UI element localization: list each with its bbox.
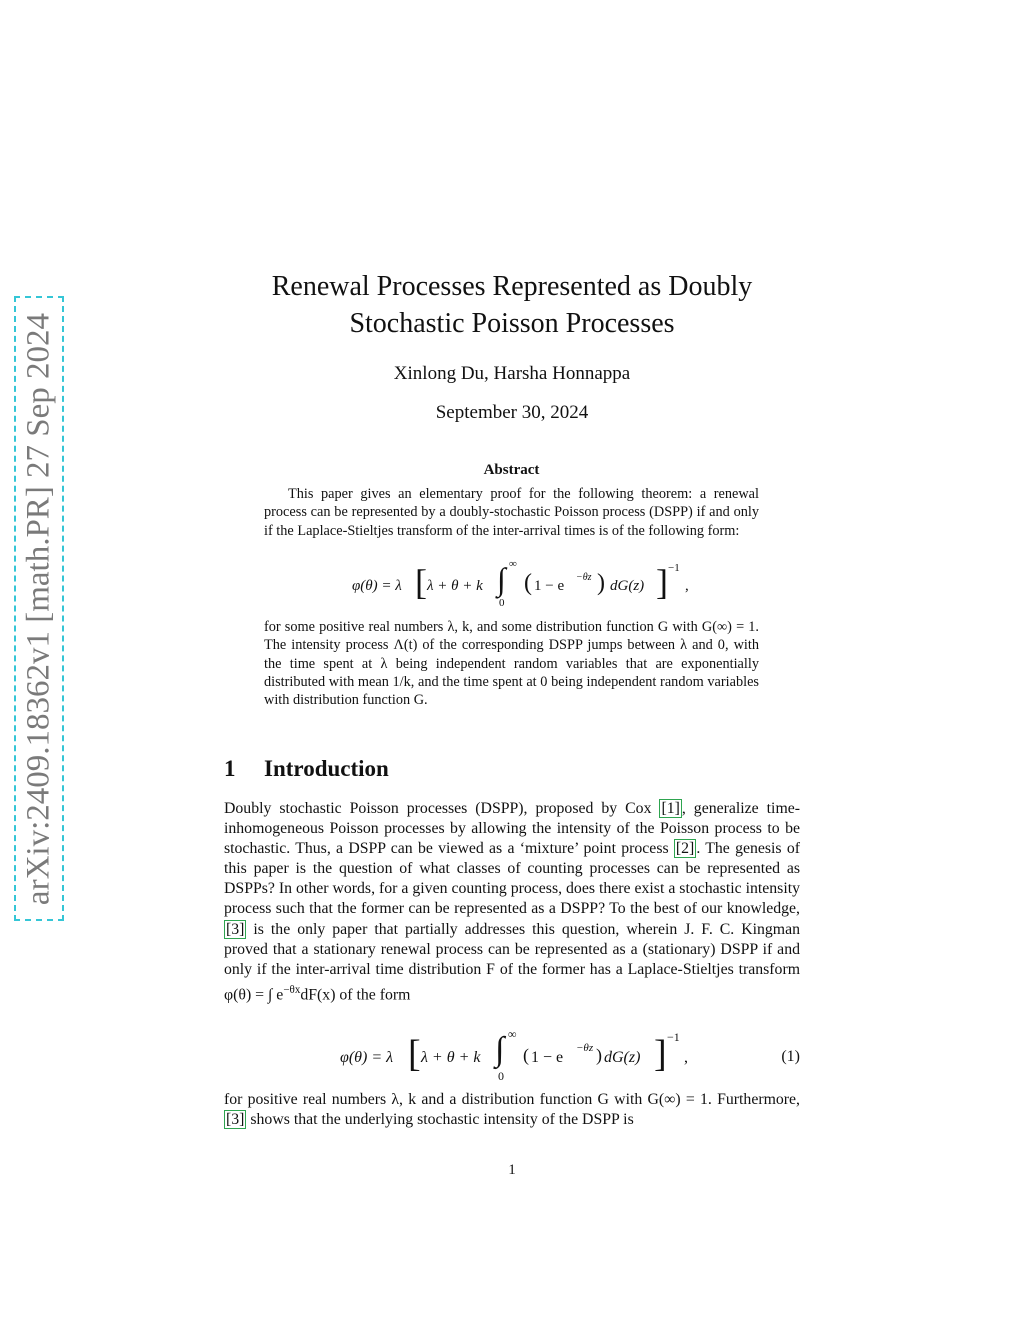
eq1-left-paren: (	[523, 1045, 529, 1065]
equation-1	[340, 1027, 700, 1087]
date: September 30, 2024	[435, 402, 589, 423]
eq1-int-lower: 0	[498, 1069, 504, 1083]
eq1-paren-body: 1 − e	[531, 1049, 564, 1066]
intro-text-b: , generalize time-inhomogeneous Poisson processes by allowing the intensity of the Poisson process to be stochastic. Thus, a DSPP can be viewed as a ‘mixture’ point process	[224, 800, 800, 858]
citation-link-1[interactable]: [1]	[661, 800, 680, 817]
title-line-1: Renewal Processes Represented as Doubly	[271, 271, 753, 302]
formula-integral-sign: ∫	[497, 561, 506, 597]
eq1-lhs: φ(θ) = λ	[340, 1049, 394, 1066]
section-heading	[224, 756, 389, 782]
abstract-heading: Abstract	[483, 462, 540, 478]
abstract-paragraph-2: for some positive real numbers λ, k, and some distribution function G with G(∞) = 1. The intensity process Λ(t) of the corresponding DSPP jumps between λ and 0, with the time spent at λ being independent random variables that are exponentially distributed with mean 1/k, and the time spent at 0 being independent random variables with distribution function G.	[264, 619, 759, 709]
intro-text-e: dF(x) of the form	[300, 986, 411, 1004]
page-number: 1	[508, 1162, 516, 1178]
formula-exp: −θz	[576, 572, 592, 583]
formula-right-paren: )	[597, 570, 605, 596]
abstract-formula	[352, 558, 692, 612]
arxiv-id: arXiv:2409.18362v1 [math.PR] 27 Sep 2024	[20, 312, 57, 905]
intro-text-a: Doubly stochastic Poisson processes (DSPP), proposed by Cox	[224, 800, 660, 817]
eq1-measure: dG(z)	[604, 1049, 641, 1066]
citation-link-2[interactable]: [2]	[675, 840, 695, 858]
post-equation-paragraph	[224, 1090, 800, 1130]
formula-int-lower: 0	[499, 597, 505, 609]
post-eq-text-a: for positive real numbers λ, k and a distribution function G with G(∞) = 1. Furthermore,	[224, 1091, 800, 1108]
formula-left-bracket: [	[415, 562, 427, 602]
formula-left-paren: (	[524, 570, 532, 596]
formula-paren-body: 1 − e	[534, 578, 565, 594]
formula-lhs: φ(θ) = λ	[352, 578, 402, 594]
eq1-right-paren: )	[596, 1045, 602, 1065]
eq1-comma: ,	[684, 1049, 688, 1066]
intro-text-c: . The genesis of this paper is the question of what classes of counting processes can be represented as DSPPs? In other words, for a given counting process, does there exist a stochastic intensity process such that the former can be represented as a DSPP? To the best of our knowledge,	[224, 840, 801, 918]
formula-right-bracket: ]	[656, 562, 668, 602]
formula-int-upper: ∞	[509, 558, 517, 570]
formula-power: −1	[668, 562, 680, 574]
post-eq-text-b: shows that the underlying stochastic intensity of the DSPP is	[246, 1111, 634, 1129]
citation-link-3[interactable]: [3]	[226, 920, 245, 938]
intro-paragraph	[224, 799, 800, 1005]
arxiv-stamp	[14, 296, 64, 921]
authors: Xinlong Du, Harsha Honnappa	[393, 363, 631, 384]
eq1-right-bracket: ]	[654, 1033, 667, 1075]
intro-superscript: −θx	[283, 983, 301, 996]
formula-inner: λ + θ + k	[427, 578, 483, 594]
paper-title	[224, 268, 800, 342]
title-line-2: Stochastic Poisson Processes	[349, 308, 675, 339]
eq1-integral-sign: ∫	[495, 1031, 505, 1068]
eq1-exp: −θz	[576, 1042, 594, 1054]
section-title: Introduction	[264, 756, 389, 781]
intro-text-d: is the only paper that partially addresses this question, wherein J. F. C. Kingman proved that a stationary renewal process can be represented as a (stationary) DSPP if and only if the inter-arrival time distribution F of the former has a Laplace-Stieltjes transform φ(θ) = ∫ e	[224, 920, 800, 1004]
abstract-paragraph-1: This paper gives an elementary proof for the following theorem: a renewal process can be represented by a doubly-stochastic Poisson process (DSPP) if and only if the Laplace-Stieltjes transform of the inter-arrival times is of the following form:	[264, 486, 759, 539]
section-number: 1	[224, 756, 236, 781]
equation-number: (1)	[781, 1048, 800, 1065]
eq1-power: −1	[667, 1030, 680, 1044]
citation-link-4[interactable]: [3]	[226, 1111, 245, 1129]
formula-comma: ,	[685, 578, 689, 594]
eq1-left-bracket: [	[408, 1033, 421, 1075]
eq1-inner: λ + θ + k	[421, 1049, 481, 1066]
formula-measure: dG(z)	[610, 578, 645, 594]
eq1-int-upper: ∞	[508, 1027, 517, 1041]
